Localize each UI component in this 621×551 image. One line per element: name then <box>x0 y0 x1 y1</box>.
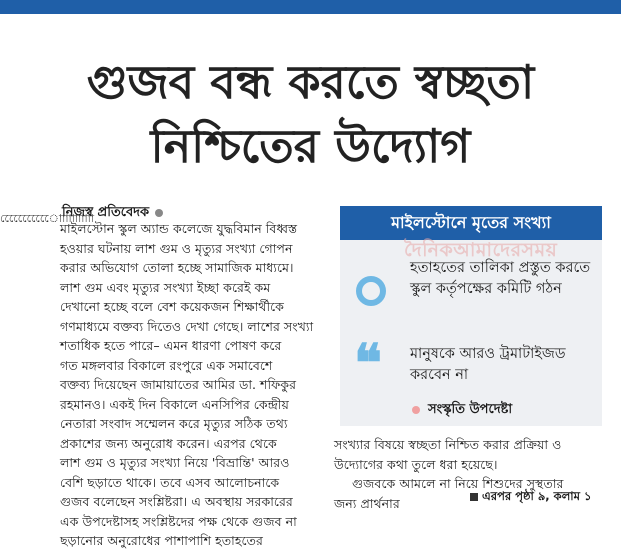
article-line: করার অভিযোগ তোলা হচ্ছে সামাজিক মাধ্যমে। <box>60 260 294 275</box>
sidebar-point-1: হতাহতের তালিকা প্রস্তুত করতে স্কুল কর্তৃপক্ষের কমিটি গঠন <box>410 260 591 297</box>
article-line: গণমাধ্যমে বক্তব্য দিতেও দেখা গেছে। লাশের সংখ্যা <box>60 318 314 334</box>
article-line: বক্তব্য দিয়েছেন জামায়াতের আমির ডা. শফিকুর <box>60 377 297 392</box>
article-line: নেতারা সংবাদ সম্মেলন করে মৃত্যুর সঠিক তথ্য <box>60 416 288 431</box>
article-line: লাশ গুম ও মৃত্যুর সংখ্যা নিয়ে 'বিভ্রান্তি' আরও <box>60 455 290 470</box>
byline-text: নিজস্ব প্রতিবেদক <box>62 205 150 220</box>
headline-line-1: গুজব বন্ধ করতে স্বচ্ছতা <box>86 55 535 109</box>
headline-line-2: নিশ্চিতের উদ্যোগ <box>150 119 471 173</box>
quote-mark-icon: ❝ <box>354 333 382 394</box>
article-line: দেখানো হচ্ছে বলে বেশ কয়েকজন শিক্ষার্থীকে <box>60 299 284 314</box>
right-line: গুজবকে আমলে না নিয়ে শিশুদের সুস্থতার <box>352 476 564 491</box>
adjacent-column-edge: োোোোোোোোোোো <box>0 212 95 225</box>
sidebar-quote: মানুষকে আরও ট্রমাটাইজড করবেন না <box>410 346 566 383</box>
article-line: বেশি ছড়াতে থাকে। তবে এসব আলোচনাকে <box>60 474 280 490</box>
article-line: লাশ গুম এবং মৃত্যুর সংখ্যা ইচ্ছা করেই কম <box>60 279 271 295</box>
article-line: এক উপদেষ্টাসহ সংশ্লিষ্টদের পক্ষ থেকে গুজব না <box>60 513 297 529</box>
byline-dot-icon <box>155 209 163 217</box>
article-line: গত মঙ্গলবার বিকালে রংপুরে এক সমাবেশে <box>60 357 273 373</box>
article-body <box>60 219 314 551</box>
square-bullet-icon <box>470 493 478 501</box>
publisher-watermark: দৈনিকআমাদেরসময় <box>404 239 558 261</box>
ring-bullet-icon <box>356 276 386 306</box>
continuation-note <box>470 488 591 507</box>
article-line: মাইলস্টোন স্কুল অ্যান্ড কলেজে যুদ্ধবিমান বিধ্বস্ত <box>60 221 298 236</box>
article-line: হওয়ার ঘটনায় লাশ গুম ও মৃত্যুর সংখ্যা গোপন <box>60 240 293 256</box>
article-line: গুজব বলেছেন সংশ্লিষ্টরা। এ অবস্থায় সরকারের <box>60 494 293 509</box>
article-line: শতাধিক হতে পারে– এমন ধারণা পোষণ করে <box>60 338 282 353</box>
article-line: রহমানও। একই দিন বিকালে এনসিপির কেন্দ্রীয় <box>60 396 289 412</box>
right-line: উদ্যোগের কথা তুলে ধরা হয়েছে। <box>334 456 498 472</box>
right-line: জন্য প্রার্থনার <box>334 495 400 511</box>
continuation-text: এরপর পৃষ্ঠা ৯, কলাম ১ <box>482 489 592 503</box>
quote-source <box>412 400 512 421</box>
right-line: সংখ্যার বিষয়ে স্বচ্ছতা নিশ্চিত করার প্রক্রিয়া ও <box>334 437 562 452</box>
top-color-rule <box>0 0 621 14</box>
sidebar-title: মাইলস্টোনে মৃতের সংখ্যা <box>340 206 602 240</box>
quote-source-text: সংস্কৃতি উপদেষ্টা <box>428 402 513 417</box>
source-dot-icon <box>412 406 420 414</box>
article-line: ছড়ানোর অনুরোধের পাশাপাশি হতাহতের <box>60 533 263 548</box>
article-line: প্রকাশের জন্য অনুরোধ করেন। এরপর থেকে <box>60 435 277 451</box>
